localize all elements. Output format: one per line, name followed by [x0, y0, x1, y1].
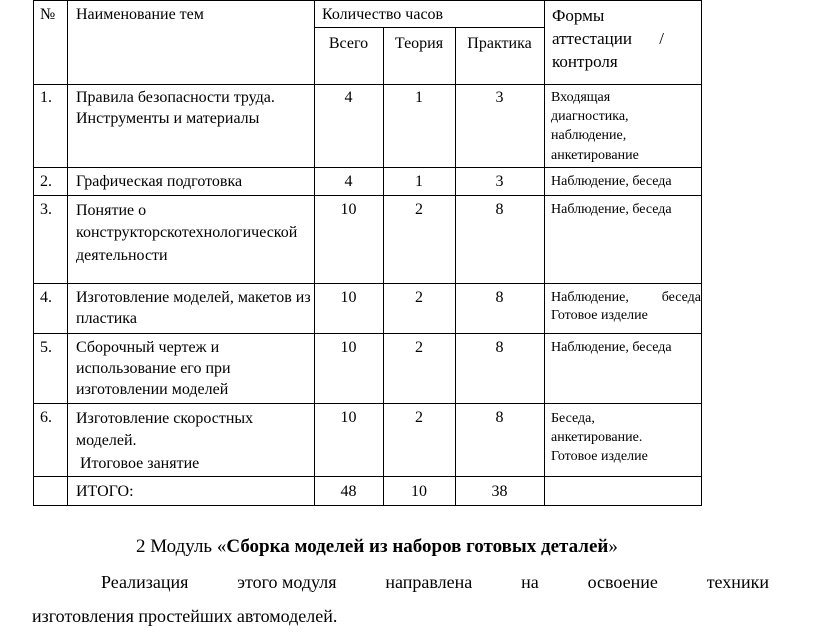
header-forms: Формы аттестации / контроля	[552, 6, 664, 71]
row-6-practice: 8	[495, 409, 504, 426]
header-hours: Количество часов	[322, 6, 444, 23]
word-4: на	[521, 572, 539, 592]
row-3-forms: Наблюдение, беседа	[551, 202, 672, 217]
row-3-name: Понятие о конструкторскотехнологической деятельности	[76, 202, 298, 264]
module-title: Сборка моделей из наборов готовых деталей	[226, 536, 609, 557]
header-practice: Практика	[467, 35, 532, 52]
row-4-theory: 2	[415, 289, 423, 306]
row-5-practice: 8	[495, 339, 504, 356]
row-3-total: 10	[340, 201, 357, 218]
header-theory: Теория	[394, 35, 444, 52]
module-suffix: »	[608, 536, 618, 557]
row-5-total: 10	[340, 339, 357, 356]
row-2-forms: Наблюдение, беседа	[551, 174, 672, 189]
word-6: техники	[706, 572, 769, 592]
word-1: Реализация	[101, 572, 189, 592]
row-1-num: 1.	[40, 89, 52, 106]
row-6-theory: 2	[415, 409, 423, 426]
paragraph-line-2: изготовления простейших автомоделей.	[32, 606, 338, 626]
header-total: Всего	[328, 35, 369, 52]
row-3-theory: 2	[415, 201, 423, 218]
row-2-total: 4	[344, 173, 353, 190]
total-theory: 10	[411, 483, 427, 500]
row-4-name: Изготовление моделей, макетов из пластика	[76, 289, 311, 327]
total-practice: 38	[491, 483, 508, 500]
row-1-total: 4	[344, 89, 353, 106]
module-heading	[136, 536, 618, 558]
module-prefix: 2 Модуль «	[136, 536, 227, 557]
row-1-theory: 1	[415, 89, 423, 106]
row-5-forms: Наблюдение, беседа	[551, 340, 672, 355]
word-5: освоение	[587, 572, 658, 592]
row-6-forms: Беседа, анкетирование. Готовое изделие	[551, 411, 648, 465]
row-6-name-extra: Итоговое занятие	[80, 455, 200, 472]
row-1-practice: 3	[495, 89, 504, 106]
total-label: ИТОГО:	[76, 483, 134, 500]
header-name: Наименование тем	[76, 6, 204, 23]
header-num: №	[40, 6, 56, 23]
row-2-practice: 3	[495, 173, 504, 190]
row-2-name: Графическая подготовка	[76, 173, 243, 190]
row-4-total: 10	[340, 289, 357, 306]
row-3-num: 3.	[40, 201, 52, 218]
total-hours: 48	[340, 483, 357, 500]
word-2: этого модуля	[237, 572, 337, 592]
row-6-total: 10	[340, 409, 357, 426]
row-3-practice: 8	[495, 201, 504, 218]
row-6-num: 6.	[40, 409, 52, 426]
row-2-theory: 1	[415, 173, 423, 190]
row-4-num: 4.	[40, 289, 52, 306]
row-5-theory: 2	[415, 339, 423, 356]
paragraph-line-1	[101, 572, 769, 593]
row-5-name: Сборочный чертеж и использование его при изготовлении моделей	[76, 339, 231, 398]
row-4-practice: 8	[495, 289, 504, 306]
row-5-num: 5.	[40, 339, 52, 356]
row-1-forms: Входящая диагностика, наблюдение, анкетирование	[551, 90, 639, 163]
row-4-forms: Наблюдение, беседа Готовое изделие	[551, 290, 701, 324]
row-2-num: 2.	[40, 173, 52, 190]
word-3: направлена	[385, 572, 473, 592]
row-1-name: Правила безопасности труда. Инструменты и материалы	[76, 89, 275, 127]
row-6-name: Изготовление скоростных моделей.	[76, 410, 254, 450]
